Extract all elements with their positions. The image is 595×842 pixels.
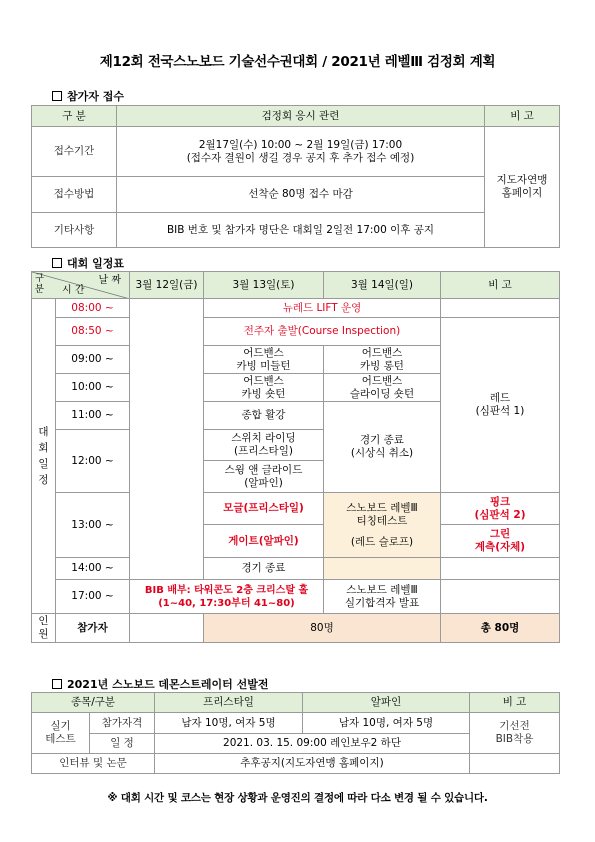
event-sat-1000: [204, 374, 324, 402]
registration-note: [485, 127, 560, 248]
note-line: 그린: [489, 528, 511, 540]
note-empty-3: [441, 580, 560, 614]
event-line: 어드밴스: [243, 374, 284, 387]
time-1200: 12:00 ~: [56, 430, 130, 493]
note-empty-2: [441, 558, 560, 580]
time-1700: 17:00 ~: [56, 580, 130, 614]
day-header-fri: 3월 12일(금): [130, 272, 204, 299]
interview-label: 인터뷰 및 논문: [32, 754, 155, 774]
time-1300: 13:00 ~: [56, 493, 130, 558]
side-label-text: 대회일정: [38, 426, 49, 486]
day-header-sat: 3월 13일(토): [204, 272, 324, 299]
row-label-method: 접수방법: [32, 177, 117, 213]
note-pink: [441, 493, 559, 525]
demonstrator-table: [31, 692, 560, 774]
note-line: 핑크: [489, 495, 511, 508]
time-0800: 08:00 ~: [56, 299, 130, 318]
row-label-period: 접수기간: [32, 127, 117, 177]
event-line: 어드밴스: [361, 346, 403, 359]
participants-total: 총 80명: [441, 614, 560, 643]
section-title: 2021년 스노보드 데몬스트레이터 선발전: [67, 678, 269, 691]
period-line2: (접수자 결원이 생길 경우 공지 후 추가 접수 예정): [186, 151, 415, 164]
time-1400: 14:00 ~: [56, 558, 130, 580]
header-note: 비 고: [485, 106, 560, 127]
event-line: 어드밴스: [361, 374, 403, 387]
event-line: 실기합격자 발표: [344, 596, 420, 609]
corner-date-label: 날 짜: [98, 275, 121, 286]
registration-period: [117, 127, 485, 177]
event-bib: [130, 580, 324, 614]
note-green: [441, 525, 559, 557]
section-heading-demonstrator: [52, 676, 269, 692]
side-label-schedule: [32, 299, 56, 614]
note-red-line2: (심판석 1): [475, 405, 525, 417]
event-line: 경기 종료: [360, 434, 404, 446]
event-sun-1100: [324, 402, 441, 493]
note-line: 계측(자체): [474, 541, 526, 553]
event-sat-1100: 종합 활강: [204, 402, 324, 430]
event-sun-level3: [324, 493, 441, 558]
time-0850: 08:50 ~: [56, 318, 130, 346]
checkbox-square-icon: [52, 91, 62, 101]
note-line: 기선전: [499, 720, 530, 732]
participants-fri: [130, 614, 204, 643]
schedule-corner-cell: [32, 272, 130, 299]
time-1100: 11:00 ~: [56, 402, 130, 430]
demonstrator-note: [470, 713, 560, 754]
header-freestyle: 프리스타일: [155, 693, 303, 713]
practical-test-label: [32, 713, 90, 754]
participants-count: 80명: [204, 614, 441, 643]
event-sat-1300: [204, 493, 324, 558]
note-red-line1: 레드: [489, 392, 511, 404]
event-line: (시상식 취소): [350, 447, 414, 459]
period-line1: 2월17일(수) 10:00 ~ 2월 19일(금) 17:00: [198, 138, 403, 151]
time-1000: 10:00 ~: [56, 374, 130, 402]
event-line: 카빙 숏턴: [241, 387, 286, 400]
event-line: (알파인): [244, 476, 283, 489]
note-line: (심판석 2): [474, 508, 526, 521]
note-red: [441, 318, 560, 493]
header-note: 비 고: [470, 693, 560, 713]
header-exam: 검정회 응시 관련: [117, 106, 485, 127]
event-sun-1000: [324, 374, 441, 402]
schedule-table: [31, 271, 560, 643]
event-sat-end: 경기 종료: [204, 558, 324, 580]
footnote: ※ 대회 시간 및 코스는 현장 상황과 운영진의 결정에 따라 다소 변경 될 수 있습니다.: [107, 792, 488, 804]
corner-time-label: 시 간: [62, 285, 85, 296]
schedule-value: 2021. 03. 15. 09:00 레인보우2 하단: [155, 734, 470, 754]
event-line: 카빙 롱턴: [360, 359, 404, 372]
event-line: 슬라이딩 숏턴: [349, 387, 415, 400]
section-heading-registration: [52, 88, 124, 104]
qualification-label: 참가자격: [90, 713, 155, 734]
participants-label: 참가자: [56, 614, 130, 643]
registration-other: BIB 번호 및 참가자 명단은 대회일 2일전 17:00 이후 공지: [117, 213, 485, 248]
event-lift: 뉴레드 LIFT 운영: [204, 299, 441, 318]
event-inspection: 전주자 출발(Course Inspection): [204, 318, 441, 346]
row-label-other: 기타사항: [32, 213, 117, 248]
registration-method: 선착순 80명 접수 마감: [117, 177, 485, 213]
section-heading-schedule: [52, 255, 124, 271]
page-title: 제12회 전국스노보드 기술선수권대회 / 2021년 레벨Ⅲ 검정회 계획: [99, 54, 496, 70]
note-line: BIB착용: [495, 733, 534, 745]
schedule-label: 일 정: [90, 734, 155, 754]
event-line: (레드 슬로프): [350, 535, 414, 548]
event-sun-0900: [324, 346, 441, 374]
friday-empty: [130, 299, 204, 580]
checkbox-square-icon: [52, 679, 62, 689]
note-empty-4: [470, 754, 560, 774]
time-0900: 09:00 ~: [56, 346, 130, 374]
section-title: 참가자 접수: [67, 90, 124, 103]
qualification-freestyle: 남자 10명, 여자 5명: [155, 713, 303, 734]
event-gate: 게이트(알파인): [228, 535, 299, 547]
event-line: BIB 배부: 타워콘도 2층 크리스탈 홀: [144, 584, 309, 596]
event-line: 스노보드 레벨Ⅲ: [346, 501, 418, 514]
event-line: (1~40, 17:30부터 41~80): [158, 597, 295, 609]
note-line2: 홈페이지: [501, 187, 543, 199]
event-sun-level3-cont: [324, 558, 441, 580]
note-header: 비 고: [441, 272, 560, 299]
event-swing: [204, 461, 323, 492]
header-category: 종목/구분: [32, 693, 155, 713]
corner-category-label: 구 분: [34, 273, 45, 295]
note-empty-1: [441, 299, 560, 318]
note-pink-green: [441, 493, 560, 558]
event-line: 카빙 미들턴: [236, 359, 291, 372]
registration-table: [31, 105, 560, 248]
event-line: (프리스타일): [234, 445, 293, 457]
header-alpine: 알파인: [303, 693, 470, 713]
event-result: [324, 580, 441, 614]
event-mogul: 모글(프리스타일): [204, 493, 323, 525]
event-switch: [204, 430, 323, 461]
event-line: 스위치 라이딩: [231, 432, 296, 444]
label-line: 실기: [50, 720, 71, 732]
event-sat-0900: [204, 346, 324, 374]
event-line: 스노보드 레벨Ⅲ: [346, 583, 418, 596]
qualification-alpine: 남자 10명, 여자 5명: [303, 713, 470, 734]
checkbox-square-icon: [52, 258, 62, 268]
people-label-text: 인원: [38, 615, 49, 640]
interview-value: 추후공지(지도자연맹 홈페이지): [155, 754, 470, 774]
event-line: 어드밴스: [243, 346, 284, 359]
event-line: 스윙 앤 글라이드: [224, 463, 303, 476]
section-title: 대회 일정표: [67, 257, 124, 270]
label-line: 테스트: [45, 733, 76, 745]
people-label: [32, 614, 56, 643]
event-sat-1200: [204, 430, 324, 493]
event-line: 티칭테스트: [356, 514, 408, 527]
note-line1: 지도자연맹: [496, 174, 548, 186]
header-category: 구 분: [32, 106, 117, 127]
day-header-sun: 3월 14일(일): [324, 272, 441, 299]
